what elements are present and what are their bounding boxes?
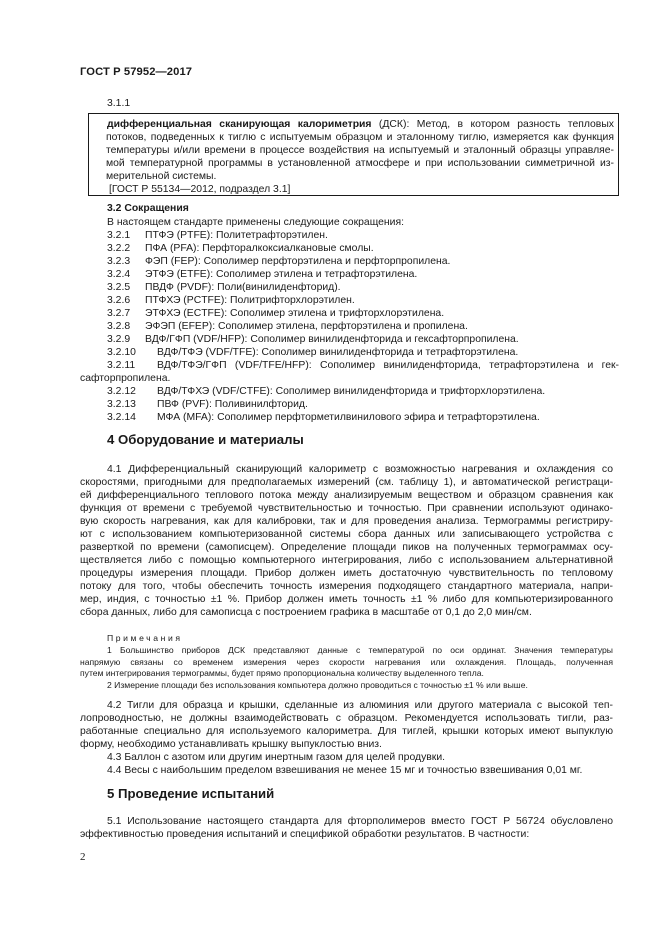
definition-line-0: : Метод, в котором разность тепловых — [406, 119, 614, 130]
list-item: 3.2.13 ПВФ (PVF): Поливинилфторид. — [107, 399, 308, 410]
list-item: 3.2.14 МФА (MFA): Сополимер перфторметилвинилового эфира и тетрафторэтилена. — [107, 412, 540, 423]
definition-line: мерительной системы. — [106, 171, 217, 182]
paragraph-4-2: 4.2 Тигли для образца и крышки, сделанные из алюминия или другого материала с высокой теп- лопроводностью, не должны взаимодействовать с образцом. Рекомендуется использовать тигли, раз- работанные специально для используемого калориметра. Для тиглей, крышки которых имеют выпуклую форму, необходимо устанавливать крышку выпуклостью вниз. 4.3 Баллон с азотом или другим инертным газом для целей продувки. 4.4 Весы с наибольшим пределом взвешивания не менее 15 мг и точностью взвешивания 0,01 мг. — [80, 700, 613, 776]
clause-number: 3.1.1 — [107, 98, 131, 109]
section-title: 3.2 Сокращения — [107, 203, 189, 214]
list-item: 3.2.11 ВДФ/ТФЭ/ГФП (VDF/TFE/HFP): Сополимер винилиденфторида, тетрафторэтилена и гек- — [107, 360, 619, 371]
definition-line: потоков, подведенных к тиглю с испытуемым образцом и эталонному тиглю, измеряется как функция — [106, 132, 614, 143]
paragraph-4-3: 4.3 Баллон с азотом или другим инертным газом для целей продувки. — [107, 752, 446, 763]
definition-line — [106, 118, 614, 131]
list-item: 3.2.2 ПФА (PFA): Перфторалкоксиалкановые смолы. — [107, 243, 374, 254]
abbreviation-list — [80, 216, 619, 424]
list-item: 3.2.9 ВДФ/ГФП (VDF/HFP): Сополимер винилиденфторида и гексафторпропилена. — [107, 334, 519, 345]
abbreviation-intro: В настоящем стандарте применены следующие сокращения: — [107, 217, 404, 228]
notes-title: Примечания — [107, 633, 183, 643]
list-item: 3.2.3 ФЭП (FEP): Сополимер перфторэтилена и перфторпропилена. — [107, 256, 451, 267]
section-heading: 5 Проведение испытаний — [107, 786, 275, 801]
list-item: 3.2.1 ПТФЭ (PTFE): Политетрафторэтилен. — [107, 230, 328, 241]
list-item: 3.2.8 ЭФЭП (EFEP): Сополимер этилена, перфторэтилена и пропилена. — [107, 321, 468, 332]
definition-text — [106, 118, 614, 183]
definition-term: дифференциальная сканирующая калориметрия — [107, 119, 372, 130]
list-item: 3.2.12 ВДФ/ТФХЭ (VDF/CTFE): Сополимер винилиденфторида и трифторхлорэтилена. — [107, 386, 546, 397]
paragraph-4-1: 4.1 Дифференциальный сканирующий калориметр с возможностью нагревания и охлаждения со скоростями, пригодными для предполагаемых измерений (см. таблицу 1), и автоматической регистраци- ей дифференциального теплового потока между анализируемым веществом и образцом сравнения как функция от времени с требуемой чувствительностью и точностью. При сравнении используют одинако- вую скорость нагревания, как для калибровки, так и для проведения анализа. Термограммы регистриру- ют с использованием компьютеризованной системы сбора данных или записывающего устройства с разверткой по времени (самописцем). Определение площади пиков на полученных термограммах осу- ществляется либо с помощью компьютерного интегрирования, либо с использованием альтернативной процедуры измерения площади. Прибор должен иметь достаточную чувствительность по тепловому потоку для того, чтобы обеспечить точность измерения подходящего стандартного материала, напри- мер, индия, с точностью ±1 %. Прибор должен иметь точность ±1 % либо для компьютеризированного сбора данных, либо для самописца с построением графика в масштабе от 0,1 до 2,0 мин/см. — [80, 464, 613, 618]
list-item: 3.2.6 ПТФХЭ (PCTFE): Политрифторхлорэтилен. — [107, 295, 355, 306]
paragraph-4-4: 4.4 Весы с наибольшим пределом взвешивания не менее 15 мг и точностью взвешивания 0,01 мг. — [107, 765, 583, 776]
definition-line: мой температурной программы в установленной атмосфере и при использовании симметричной из- — [106, 158, 614, 169]
paragraph-5-1: 5.1 Использование настоящего стандарта для фторполимеров вместо ГОСТ Р 56724 обусловлено эффективностью проведения испытаний и спецификой обработки результатов. В частности: — [80, 816, 613, 840]
list-item: 3.2.4 ЭТФЭ (ETFE): Сополимер этилена и тетрафторэтилена. — [107, 269, 418, 280]
definition-abbr: (ДСК) — [371, 119, 407, 130]
notes: 1 Большинство приборов ДСК представляют данные с температурой по оси ординат. Значения температуры напрямую связаны со временем измерения через скорости нагревания или охлаждения. Площадь, полученная путем интегрирования термограммы, будет прямо пропорциональна количеству выделенного тепла. 2 Измерение площади без использования компьютера должно проводиться с точностью ±1 % или выше. — [80, 645, 613, 690]
list-item: 3.2.5 ПВДФ (PVDF): Поли(винилиденфторид). — [107, 282, 341, 293]
definition-line: температуры и/или времени в процессе воздействия на испытуемый и эталонный образцы управляе- — [106, 145, 614, 156]
definition-reference: [ГОСТ Р 55134—2012, подраздел 3.1] — [109, 184, 291, 195]
list-item-continuation: сафторпропилена. — [80, 373, 171, 384]
list-item: 3.2.7 ЭТФХЭ (ECTFE): Сополимер этилена и трифторхлорэтилена. — [107, 308, 445, 319]
document-header: ГОСТ Р 57952—2017 — [80, 66, 193, 78]
section-heading: 4 Оборудование и материалы — [107, 432, 304, 447]
definition-box — [88, 113, 619, 196]
list-item: 3.2.10 ВДФ/ТФЭ (VDF/TFE): Сополимер винилиденфторида и тетрафторэтилена. — [107, 347, 519, 358]
page-number: 2 — [80, 851, 86, 863]
